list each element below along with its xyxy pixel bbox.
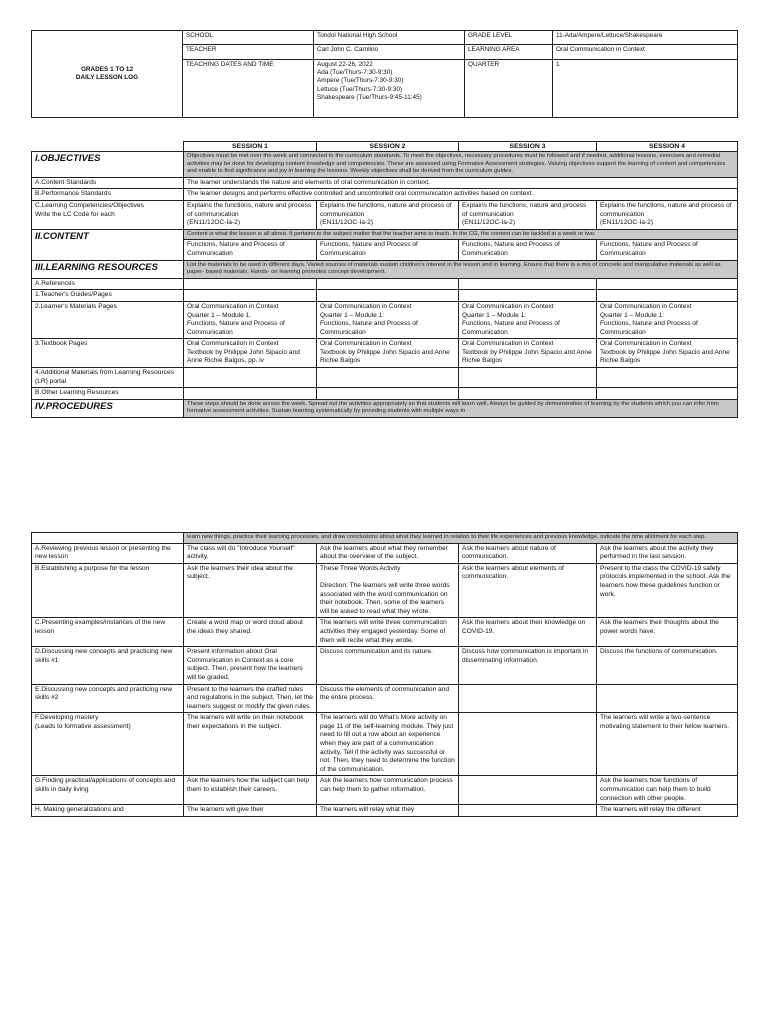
procedure-b-session-4: Present to the class the COVID-19 safety protocols implemented in the school. Ask the learners how these guidelines function or work. — [597, 563, 738, 618]
procedure-c-session-2: The learners will write three communication activities they engaged yesterday. Some of them will recite what they wrote. — [317, 618, 459, 647]
textbook-session-4: Oral Communication in Context Textbook by Philippe John Sipacio and Anne Richie Balgos — [597, 339, 738, 368]
procedure-d-session-1: Present information about Oral Communication in Context as a core subject. Then, present how the learners will be graded. — [184, 647, 317, 684]
learners-materials-session-2: Oral Communication in Context Quarter 1 – Module 1: Functions, Nature and Process of Communication — [317, 301, 459, 338]
procedure-label-h: H. Making generalizations and — [32, 805, 184, 817]
log-title — [32, 31, 183, 118]
performance-standards-label: B.Performance Standards — [32, 189, 184, 201]
procedures-heading: IV.PROCEDURES — [32, 399, 184, 417]
competency-session-3: Explains the functions, nature and process of communication (EN11/12OC-Ia-2) — [459, 200, 597, 229]
content-session-4: Functions, Nature and Process of Communication — [597, 240, 738, 260]
textbook-session-3: Oral Communication in Context Textbook by Philippe John Sipacio and Anne Richie Balgos — [459, 339, 597, 368]
page1-section — [31, 141, 737, 418]
additional-materials-label: 4.Additional Materials from Learning Resources (LR) portal — [32, 368, 184, 388]
procedure-label-a: A.Reviewing previous lesson or presenting the new lesson — [32, 543, 184, 563]
procedure-c-session-1: Create a word map or word cloud about the ideas they shared. — [184, 618, 317, 647]
procedure-f-session-2: The learners will do What's More activity on page 11 of the self-learning module. They just need to fill out a row about an experience when they are part of a communication activity. Tell if the activity was successful or not. Then, they need to determine the function of the communication. — [317, 713, 459, 776]
session-header-row — [32, 142, 738, 152]
content-note: Content is what the lesson is all about. It pertains to the subject matter that the teacher aims to teach. In the CG, the content can be tackled in a week or two. — [184, 229, 738, 240]
procedure-d-session-4: Discuss the functions of communication. — [597, 647, 738, 684]
content-session-2: Functions, Nature and Process of Communication — [317, 240, 459, 260]
procedure-b-session-1: Ask the learners their idea about the subject. — [184, 563, 317, 618]
session-3-header: SESSION 3 — [459, 142, 597, 152]
area-value: Oral Communication in Context — [553, 45, 738, 60]
procedure-g-session-1: Ask the learners how the subject can help them to establish their careers. — [184, 776, 317, 805]
page2-section — [31, 532, 737, 817]
title-line-1: GRADES 1 TO 12 — [80, 65, 134, 73]
performance-standards-value: The learner designs and performs effective controlled and uncontrolled oral communication activities based on context. — [184, 189, 738, 201]
procedure-h-session-4: The learners will relay the different — [597, 805, 738, 817]
content-standards-label: A.Content Standards — [32, 177, 184, 189]
procedure-a-session-2: Ask the learners about what they remember about the overview of the subject. — [317, 543, 459, 563]
procedure-h-session-1: The learners will give their — [184, 805, 317, 817]
procedure-e-session-1: Present to the learners the crafted rules and regulations in the subject. Then, let the learners suggest or modify the given rules. — [184, 684, 317, 713]
procedure-g-session-3 — [459, 776, 597, 805]
procedures-table — [31, 532, 738, 817]
procedure-a-session-4: Ask the learners about the activity they performed in the last session. — [597, 543, 738, 563]
school-value: Tondol National High School — [314, 31, 465, 45]
procedure-row-b — [32, 563, 738, 618]
procedure-a-session-3: Ask the learners about nature of communication. — [459, 543, 597, 563]
textbook-session-2: Oral Communication in Context Textbook by Philippe John Sipacio and Anne Richie Balgos — [317, 339, 459, 368]
teacher-label: TEACHER — [183, 45, 314, 60]
procedure-row-g — [32, 776, 738, 805]
procedure-label-e: E.Discussing new concepts and practicing new skills #2 — [32, 684, 184, 713]
content-session-3: Functions, Nature and Process of Communication — [459, 240, 597, 260]
grade-label: GRADE LEVEL — [465, 31, 553, 45]
procedure-row-c — [32, 618, 738, 647]
procedure-row-h — [32, 805, 738, 817]
procedures-note-part1: These steps should be done across the week. Spread out the activities appropriately so that students will learn well. Always be guided by demonstration of learning by the students which you can infer from formative assessment activities. Sustain learning systematically by providing students with multiple ways to — [184, 399, 738, 417]
procedure-h-session-2: The learners will relay what they — [317, 805, 459, 817]
competency-session-2: Explains the functions, nature and process of communication (EN11/12OC-Ia-2) — [317, 200, 459, 229]
objectives-heading: I.OBJECTIVES — [32, 152, 184, 178]
procedure-c-session-3: Ask the learners about their knowledge on COVID-19. — [459, 618, 597, 647]
dates-value: August 22-26, 2022 Ada (Tue/Thurs-7:30-9:30) Ampere (Tue/Thurs-7:30-9:30) Lettuce (Tue/Thurs-7:30-9:30) Shakespeare (Tue/Thurs-9:45-11:45) — [314, 60, 465, 118]
objectives-note: Objectives must be met over the week and connected to the curriculum standards. To meet the objectives, necessary procedures must be followed and if needed, additional lessons, exercises and remedial activities may be done for developing content knowledge and competencies. These are assessed using Formative Assessment strategies. Valuing objectives support the learning of content and competencies and enable to find significance and joy in learning the lessons. Weekly objectives shall be derived from the curriculum guides. — [184, 152, 738, 178]
session-1-header: SESSION 1 — [184, 142, 317, 152]
procedure-label-d: D.Discussing new concepts and practicing new skills #1 — [32, 647, 184, 684]
procedure-b-session-3: Ask the learners about elements of communication. — [459, 563, 597, 618]
competency-session-1: Explains the functions, nature and process of communication (EN11/12OC-Ia-2) — [184, 200, 317, 229]
procedure-label-f: F.Developing mastery (Leads to formative assessment) — [32, 713, 184, 776]
procedure-b-session-2: These Three Words Activity Direction: The learners will write three words associated with the word communication on their notebook. Then, some of the learners will be asked to read what they wrote. — [317, 563, 459, 618]
procedure-f-session-1: The learners will write on their notebook their expectations in the subject. — [184, 713, 317, 776]
procedure-row-e — [32, 684, 738, 713]
procedure-row-a — [32, 543, 738, 563]
learners-materials-label: 2.Learner's Materials Pages — [32, 301, 184, 338]
procedure-a-session-1: The class will do "Introduce Yourself" activity. — [184, 543, 317, 563]
procedure-e-session-2: Discuss the elements of communication and the entire process. — [317, 684, 459, 713]
teacher-value: Carl John C. Carolino — [314, 45, 465, 60]
procedure-label-c: C.Presenting examples/instances of the new lesson — [32, 618, 184, 647]
procedure-label-g: G.Finding practical/applications of concepts and skills in daily living — [32, 776, 184, 805]
learners-materials-session-1: Oral Communication in Context Quarter 1 – Module 1: Functions, Nature and Process of Communication — [184, 301, 317, 338]
procedure-c-session-4: Ask the learners their thoughts about the power words have. — [597, 618, 738, 647]
content-heading: II.CONTENT — [32, 229, 184, 260]
procedure-row-d — [32, 647, 738, 684]
procedures-note-part2: learn new things, practice their learning processes, and draw conclusions about what they learned in relation to their life experiences and previous knowledge, indicate the time allotment for each step. — [184, 533, 738, 544]
header-section — [31, 30, 737, 118]
session-4-header: SESSION 4 — [597, 142, 738, 152]
procedure-h-session-3 — [459, 805, 597, 817]
procedure-e-session-3 — [459, 684, 597, 713]
learners-materials-session-3: Oral Communication in Context Quarter 1 – Module 1: Functions, Nature and Process of Communication — [459, 301, 597, 338]
quarter-label: QUARTER — [465, 60, 553, 118]
procedure-e-session-4 — [597, 684, 738, 713]
header-table — [31, 30, 738, 118]
learners-materials-session-4: Oral Communication in Context Quarter 1 – Module 1: Functions, Nature and Process of Communication — [597, 301, 738, 338]
school-label: SCHOOL — [183, 31, 314, 45]
other-resources-label: B.Other Learning Resources — [32, 388, 184, 400]
references-label: A.References — [32, 278, 184, 290]
competency-session-4: Explains the functions, nature and process of communication (EN11/12OC-Ia-2) — [597, 200, 738, 229]
procedure-d-session-3: Discuss how communication is important in disseminating information. — [459, 647, 597, 684]
quarter-value: 1 — [553, 60, 738, 118]
content-session-1: Functions, Nature and Process of Communication — [184, 240, 317, 260]
competencies-label: C.Learning Competencies/Objectives Write the LC Code for each — [32, 200, 184, 229]
resources-heading: III.LEARNING RESOURCES — [32, 260, 184, 278]
procedure-label-b: B.Establishing a purpose for the lesson — [32, 563, 184, 618]
content-standards-value: The learner understands the nature and elements of oral communication in context. — [184, 177, 738, 189]
textbook-label: 3.Textbook Pages — [32, 339, 184, 368]
procedure-row-f — [32, 713, 738, 776]
objectives-table — [31, 141, 738, 418]
procedure-g-session-2: Ask the learners how communication process can help them to gather information. — [317, 776, 459, 805]
procedure-d-session-2: Discuss communication and its nature. — [317, 647, 459, 684]
session-2-header: SESSION 2 — [317, 142, 459, 152]
dates-label: TEACHING DATES AND TIME — [183, 60, 314, 118]
area-label: LEARNING AREA — [465, 45, 553, 60]
textbook-session-1: Oral Communication in Context Textbook by Philippe John Sipacio and Anne Richie Balgos, pp. iv — [184, 339, 317, 368]
procedure-f-session-3 — [459, 713, 597, 776]
grade-value: 11-Ada/Ampere/Lettuce/Shakespeare — [553, 31, 738, 45]
resources-note: List the materials to be used in different days. Varied sources of materials sustain children's interest in the lesson and in learning. Ensure that there is a mix of concrete and manipulative materials as well as paper- based materials. Hands- on learning promotes concept development. — [184, 260, 738, 278]
procedure-f-session-4: The learners will write a two-sentence motivating statement to their fellow learners. — [597, 713, 738, 776]
teachers-guide-label: 1.Teacher's Guides/Pages — [32, 290, 184, 302]
title-line-2: DAILY LESSON LOG — [75, 74, 139, 81]
procedure-g-session-4: Ask the learners how functions of communication can help them to build connection with other people. — [597, 776, 738, 805]
